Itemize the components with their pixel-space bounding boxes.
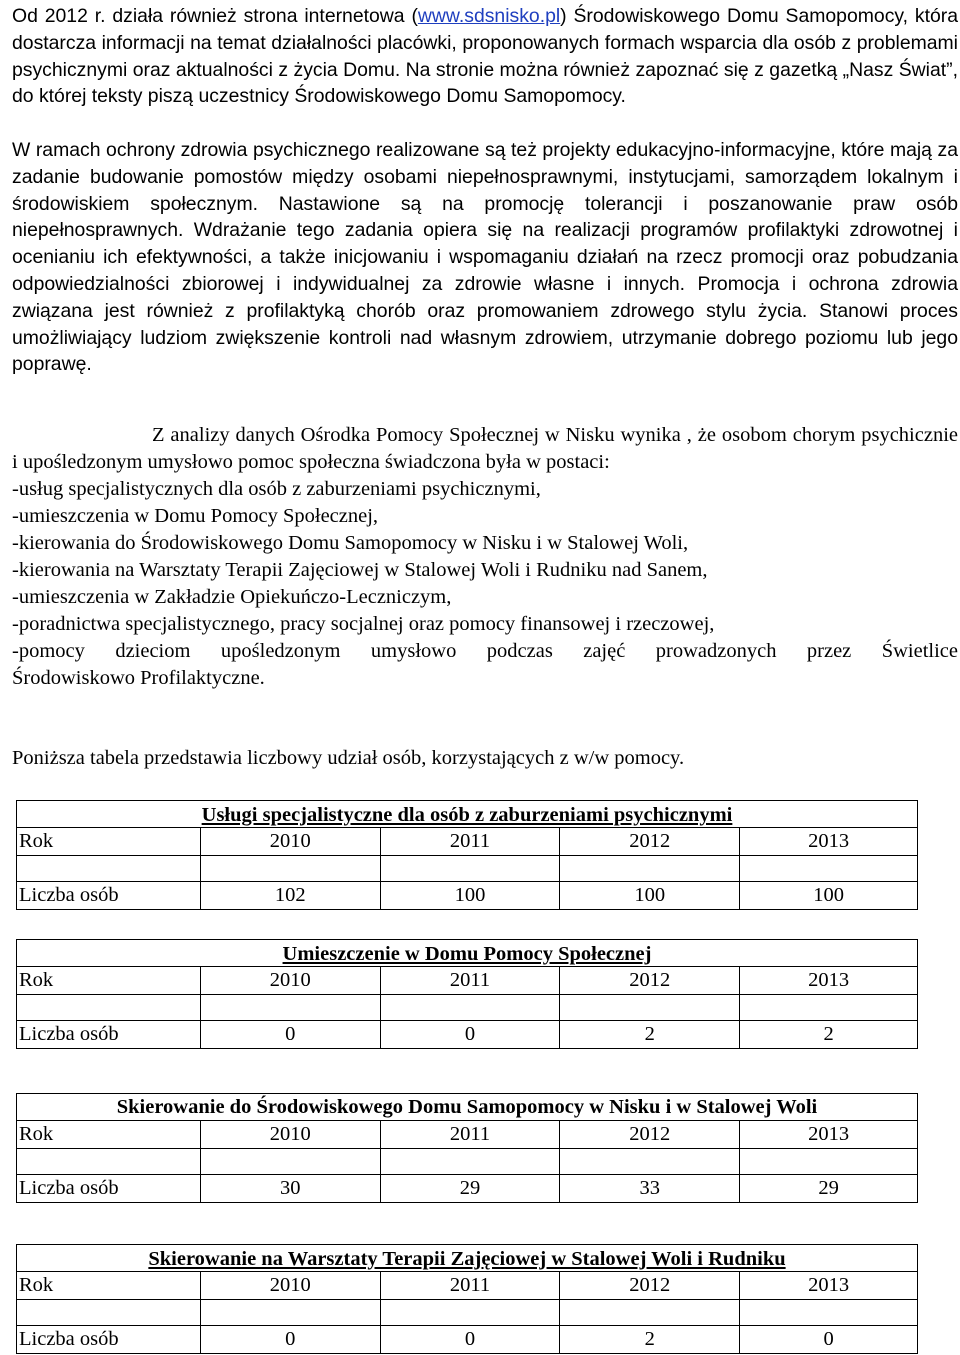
table-title: Usługi specjalistyczne dla osób z zaburzeniami psychicznymi	[17, 801, 918, 828]
table-occupational-therapy	[16, 1244, 918, 1354]
table-title: Skierowanie do Środowiskowego Domu Samopomocy w Nisku i w Stalowej Woli	[17, 1094, 918, 1121]
year-cell: 2013	[740, 828, 918, 856]
count-cell: 30	[200, 1175, 380, 1203]
count-cell: 2	[740, 1021, 918, 1049]
paragraph-table-intro: Poniższa tabela przedstawia liczbowy udział osób, korzystających z w/w pomocy.	[12, 747, 685, 769]
paragraph-website	[12, 3, 958, 110]
table-title: Umieszczenie w Domu Pomocy Społecznej	[17, 940, 918, 967]
year-cell: 2011	[380, 1121, 560, 1149]
paragraph-analysis-text: Z analizy danych Ośrodka Pomocy Społecznej w Nisku wynika , że osobom chorym psychicznie i upośledzonym umysłowo pomoc społeczna świadczona była w postaci:	[12, 424, 958, 473]
aid-forms-list	[12, 476, 958, 692]
count-cell: 33	[560, 1175, 740, 1203]
year-cell: 2012	[560, 967, 740, 995]
list-item: -umieszczenia w Zakładzie Opiekuńczo-Leczniczym,	[12, 586, 452, 608]
count-cell: 0	[740, 1326, 918, 1354]
year-label: Rok	[17, 828, 201, 856]
count-label: Liczba osób	[17, 1021, 201, 1049]
table-title: Skierowanie na Warsztaty Terapii Zajęciowej w Stalowej Woli i Rudniku	[17, 1245, 918, 1272]
paragraph-health-projects: W ramach ochrony zdrowia psychicznego realizowane są też projekty edukacyjno-informacyjne, które mają za zadanie budowanie pomostów między osobami niepełnosprawnymi, instytucjami, samorządem lokalnym i środowiskiem społecznym. Nastawione są na promocję tolerancji i poszanowanie praw osób niepełnosprawnych. Wdrażanie tego zadania opiera się na realizacji programów profilaktyki zdrowotnej i ocenianiu ich efektywności, a także inicjowaniu i wspomaganiu działań na rzecz promocji oraz pobudzania odpowiedzialności zbiorowej i indywidualnej za zdrowie własne i innych. Promocja i ochrona zdrowia związana jest również z profilaktyką chorób oraz promowaniem zdrowego stylu życia. Stanowi proces umożliwiający ludziom zwiększenie kontroli nad własnym zdrowiem, utrzymanie dobrego poziomu lub jego poprawę.	[12, 139, 958, 376]
year-cell: 2011	[380, 828, 560, 856]
count-label: Liczba osób	[17, 1175, 201, 1203]
list-item: -umieszczenia w Domu Pomocy Społecznej,	[12, 505, 379, 527]
table-social-care-home	[16, 939, 918, 1049]
count-cell: 2	[560, 1021, 740, 1049]
year-label: Rok	[17, 967, 201, 995]
count-cell: 0	[200, 1326, 380, 1354]
year-label: Rok	[17, 1121, 201, 1149]
count-cell: 100	[560, 882, 740, 910]
count-cell: 29	[380, 1175, 560, 1203]
list-item: -kierowania na Warsztaty Terapii Zajęciowej w Stalowej Woli i Rudniku nad Sanem,	[12, 559, 708, 581]
table-self-help-home	[16, 1093, 918, 1203]
paragraph-analysis	[12, 422, 958, 476]
paragraph-website-text-after: ) Środowiskowego Domu Samopomocy, która dostarcza informacji na temat działalności placówki, proponowanych formach wsparcia dla osób z problemami psychicznymi oraz aktualności z życia Domu. Na stronie można również zapoznać się z gazetką „Nasz Świat”, do której teksty piszą uczestnicy Środowiskowego Domu Samopomocy.	[12, 5, 959, 108]
list-item: -kierowania do Środowiskowego Domu Samopomocy w Nisku i w Stalowej Woli,	[12, 532, 689, 554]
year-cell: 2013	[740, 967, 918, 995]
year-cell: 2010	[200, 1272, 380, 1300]
list-item: -usług specjalistycznych dla osób z zaburzeniami psychicznymi,	[12, 478, 541, 500]
paragraph-website-text-before: Od 2012 r. działa również strona internetowa (	[12, 5, 418, 27]
website-link[interactable]: www.sdsnisko.pl	[417, 5, 561, 27]
year-cell: 2012	[560, 1272, 740, 1300]
list-item: -pomocy dzieciom upośledzonym umysłowo podczas zajęć prowadzonych przez Świetlice	[12, 640, 958, 662]
count-cell: 0	[380, 1021, 560, 1049]
count-label: Liczba osób	[17, 882, 201, 910]
count-cell: 29	[740, 1175, 918, 1203]
year-cell: 2013	[740, 1272, 918, 1300]
table-specialist-services	[16, 800, 918, 910]
year-cell: 2012	[560, 1121, 740, 1149]
year-cell: 2010	[200, 967, 380, 995]
year-cell: 2010	[200, 1121, 380, 1149]
year-cell: 2012	[560, 828, 740, 856]
year-cell: 2013	[740, 1121, 918, 1149]
count-cell: 0	[380, 1326, 560, 1354]
count-cell: 2	[560, 1326, 740, 1354]
year-cell: 2011	[380, 1272, 560, 1300]
year-label: Rok	[17, 1272, 201, 1300]
count-cell: 0	[200, 1021, 380, 1049]
count-cell: 100	[740, 882, 918, 910]
count-cell: 102	[200, 882, 380, 910]
list-item: Środowiskowo Profilaktyczne.	[12, 667, 265, 689]
count-label: Liczba osób	[17, 1326, 201, 1354]
count-cell: 100	[380, 882, 560, 910]
year-cell: 2010	[200, 828, 380, 856]
list-item: -poradnictwa specjalistycznego, pracy socjalnej oraz pomocy finansowej i rzeczowej,	[12, 613, 715, 635]
year-cell: 2011	[380, 967, 560, 995]
